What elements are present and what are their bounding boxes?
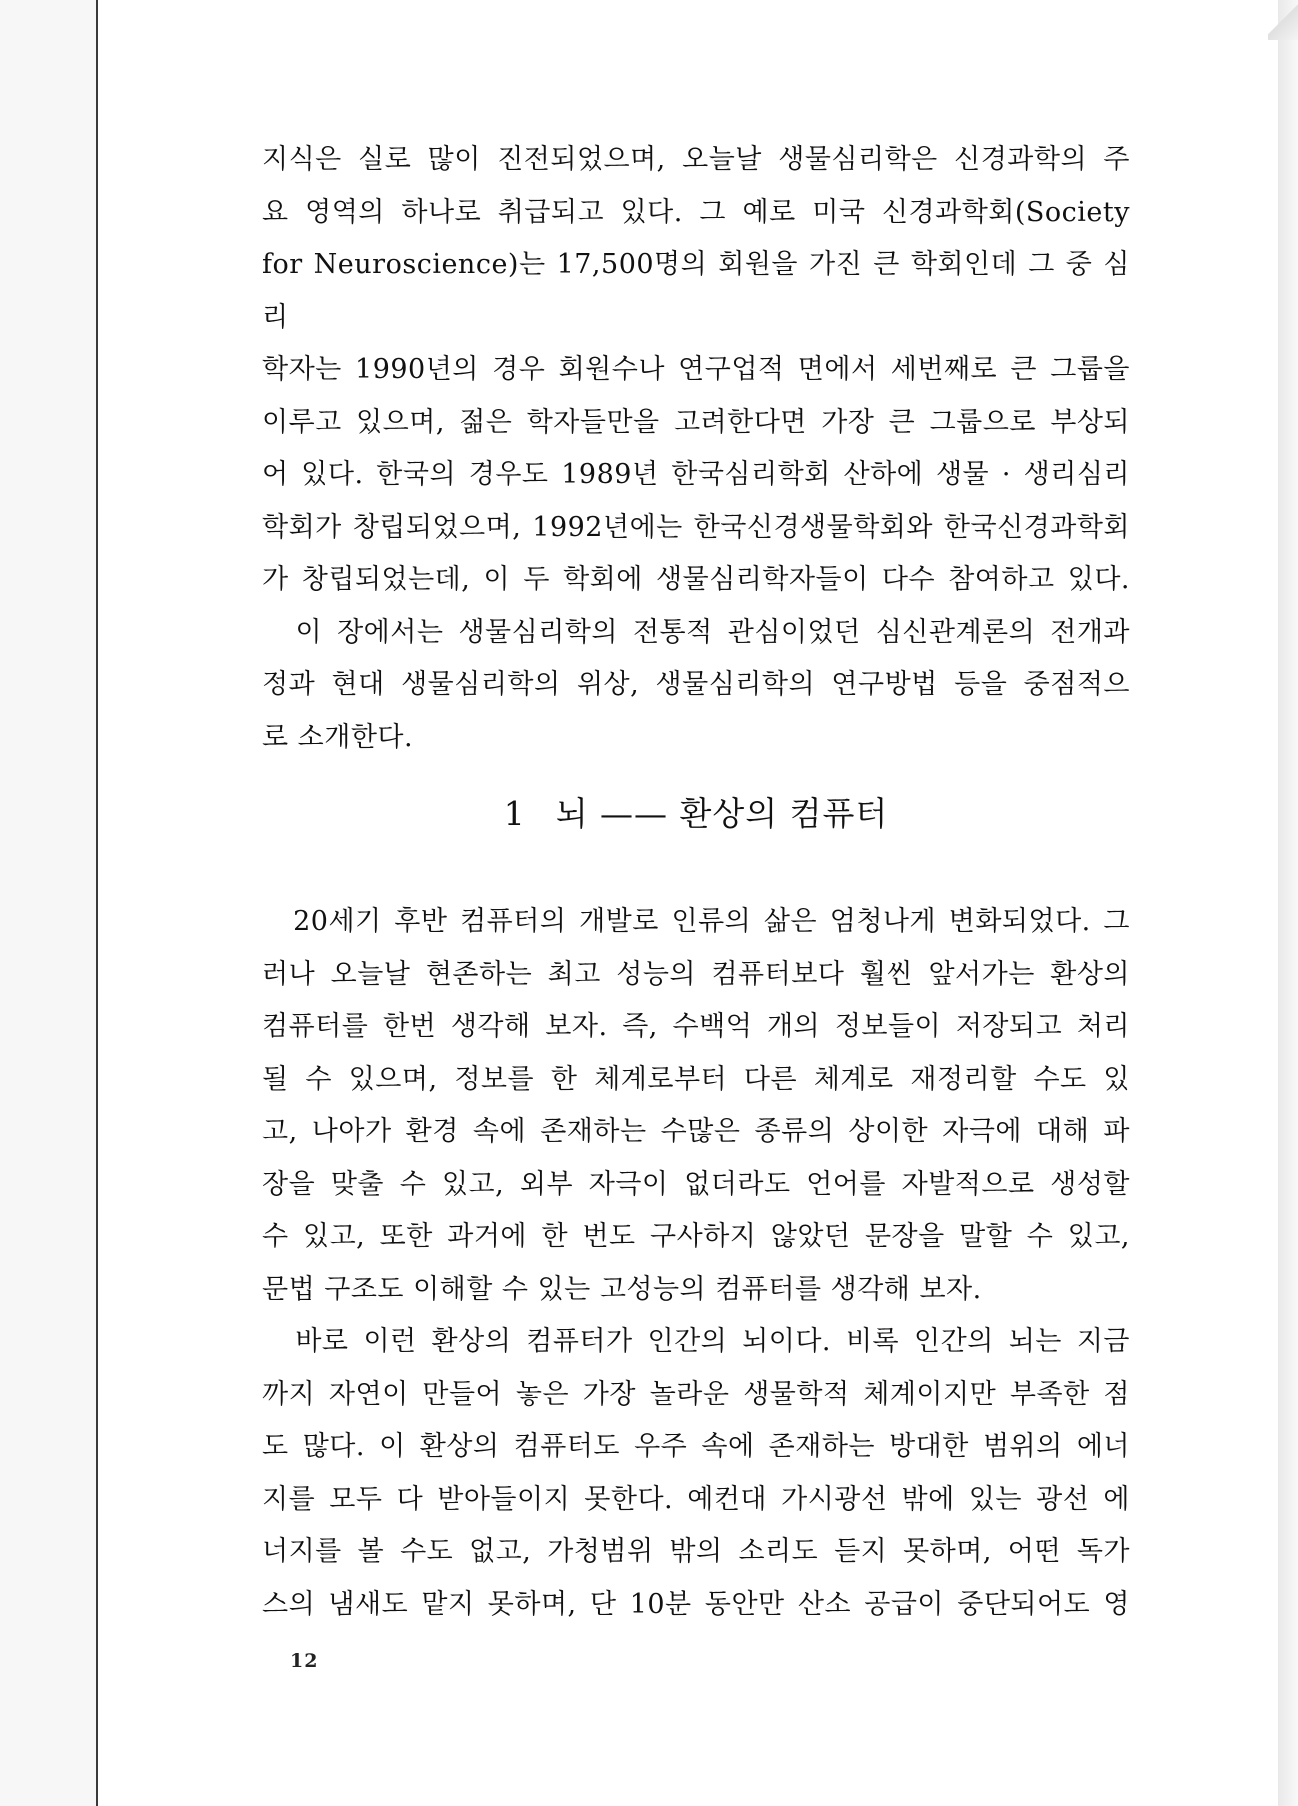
left-margin xyxy=(0,0,96,1806)
text-line: 요 영역의 하나로 취급되고 있다. 그 예로 미국 신경과학회(Society xyxy=(262,196,1130,228)
text-line: 20세기 후반 컴퓨터의 개발로 인류의 삶은 엄청나게 변화되었다. 그 xyxy=(262,906,1130,937)
text-line: 될 수 있으며, 정보를 한 체계로부터 다른 체계로 재정리할 수도 있 xyxy=(262,1063,1130,1095)
text-line: 러나 오늘날 현존하는 최고 성능의 컴퓨터보다 훨씬 앞서가는 환상의 xyxy=(262,958,1130,990)
text-line: 문법 구조도 이해할 수 있는 고성능의 컴퓨터를 생각해 보자. xyxy=(262,1273,982,1305)
text-line: 이루고 있으며, 젊은 학자들만을 고려한다면 가장 큰 그룹으로 부상되 xyxy=(262,406,1130,438)
text-line: 바로 이런 환상의 컴퓨터가 인간의 뇌이다. 비록 인간의 뇌는 지금 xyxy=(262,1326,1130,1357)
text-line: 고, 나아가 환경 속에 존재하는 수많은 종류의 상이한 자극에 대해 파 xyxy=(262,1116,1130,1147)
text-line: 지를 모두 다 받아들이지 못한다. 예컨대 가시광선 밖에 있는 광선 에 xyxy=(262,1483,1130,1515)
text-line: 가 창립되었는데, 이 두 학회에 생물심리학자들이 다수 참여하고 있다. xyxy=(262,564,1130,595)
section-heading xyxy=(262,788,1130,835)
page-number: 12 xyxy=(290,1650,319,1672)
text-line: 학회가 창립되었으며, 1992년에는 한국신경생물학회와 한국신경과학회 xyxy=(262,511,1130,543)
text-line: 지식은 실로 많이 진전되었으며, 오늘날 생물심리학은 신경과학의 주 xyxy=(262,144,1130,175)
page-corner xyxy=(1268,0,1298,40)
text-line: 도 많다. 이 환상의 컴퓨터도 우주 속에 존재하는 방대한 범위의 에너 xyxy=(262,1431,1130,1462)
text-line: 까지 자연이 만들어 놓은 가장 놀라운 생물학적 체계이지만 부족한 점 xyxy=(262,1378,1130,1410)
intro-text xyxy=(262,134,1130,764)
text-line: 어 있다. 한국의 경우도 1989년 한국심리학회 산하에 생물 · 생리심리 xyxy=(262,459,1130,490)
section-number: 1 xyxy=(503,794,526,833)
text-line: 이 장에서는 생물심리학의 전통적 관심이었던 심신관계론의 전개과 xyxy=(262,616,1130,648)
text-line: 수 있고, 또한 과거에 한 번도 구사하지 않았던 문장을 말할 수 있고, xyxy=(262,1221,1130,1252)
text-line: 장을 맞출 수 있고, 외부 자극이 없더라도 언어를 자발적으로 생성할 xyxy=(262,1168,1130,1200)
text-line: 컴퓨터를 한번 생각해 보자. 즉, 수백억 개의 정보들이 저장되고 처리 xyxy=(262,1011,1130,1042)
section-title: 뇌 —— 환상의 컴퓨터 xyxy=(555,794,889,833)
text-line: 학자는 1990년의 경우 회원수나 연구업적 면에서 세번째로 큰 그룹을 xyxy=(262,354,1130,385)
text-line: for Neuroscience)는 17,500명의 회원을 가진 큰 학회인데 그 중 심리 xyxy=(262,249,1130,333)
text-line: 너지를 볼 수도 없고, 가청범위 밖의 소리도 듣지 못하며, 어떤 독가 xyxy=(262,1536,1130,1567)
text-line: 정과 현대 생물심리학의 위상, 생물심리학의 연구방법 등을 중점적으 xyxy=(262,669,1130,700)
body-text xyxy=(262,896,1130,1631)
text-line: 로 소개한다. xyxy=(262,721,414,753)
text-line: 스의 냄새도 맡지 못하며, 단 10분 동안만 산소 공급이 중단되어도 영 xyxy=(262,1588,1130,1620)
right-page-shadow xyxy=(1278,0,1298,1806)
